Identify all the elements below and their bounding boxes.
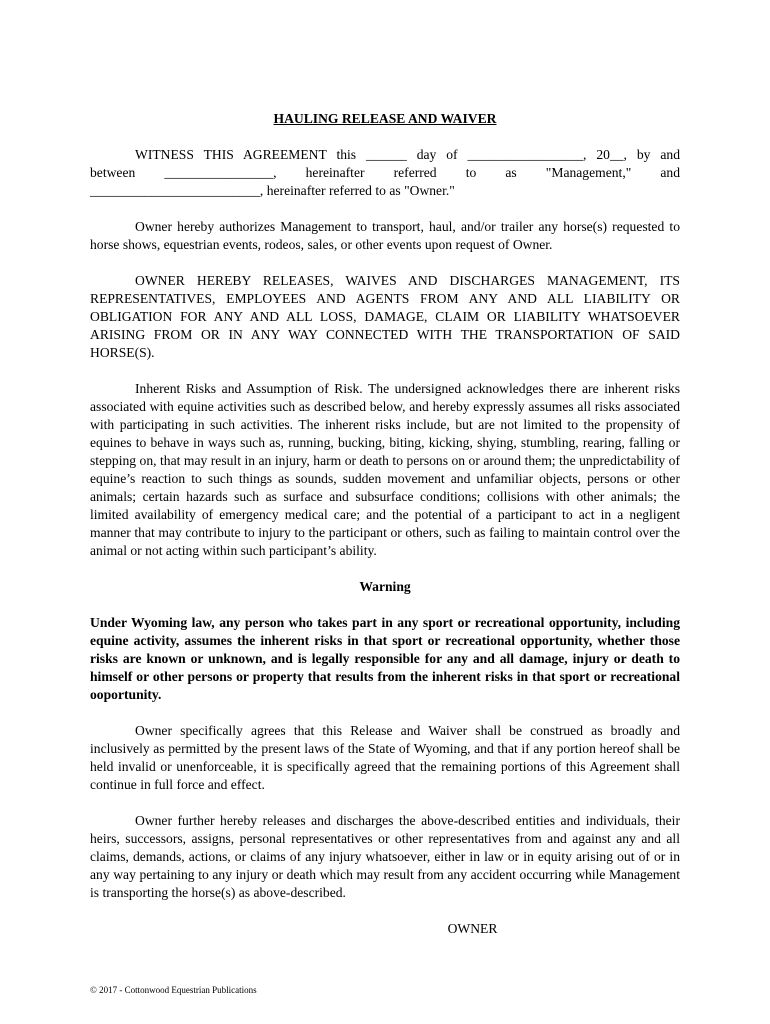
- witness-paragraph: [90, 146, 680, 164]
- authorization-paragraph: Owner hereby authorizes Management to transport, haul, and/or trailer any horse(s) requested to horse shows, equestrian events, rodeos, sales, or other events upon request of Owner.: [90, 219, 680, 252]
- warning-paragraph: Under Wyoming law, any person who takes part in any sport or recreational opportunity, including equine activity, assumes the inherent risks in that sport or recreational opportunity, whether those risks are known or unknown, and is legally responsible for any and all damage, injury or death to himself or other persons or property that results from the inherent risks in that sport or recreational ooportunity.: [90, 615, 680, 702]
- further-release-paragraph: Owner further hereby releases and discharges the above-described entities and individuals, their heirs, successors, assigns, personal representatives or other representatives from and against any and all claims, demands, actions, or claims of any injury whatsoever, either in law or in equity arising out of or in any way pertaining to any injury or death which may result from any accident occurring while Management is transporting the horse(s) as above-described.: [90, 813, 680, 900]
- witness-line-1: WITNESS THIS AGREEMENT this ______ day of _________________, 20__, by and: [135, 147, 680, 162]
- footer-copyright: © 2017 - Cottonwood Equestrian Publications: [90, 985, 257, 995]
- severability-paragraph: Owner specifically agrees that this Release and Waiver shall be construed as broadly and inclusively as permitted by the present laws of the State of Wyoming, and that if any portion hereof shall be held invalid or unenforceable, it is specifically agreed that the remaining portions of this Agreement shall continue in full force and effect.: [90, 723, 680, 792]
- witness-paragraph-line-3: [90, 182, 680, 200]
- owner-signature-label: OWNER: [447, 921, 498, 936]
- document-page: [90, 110, 680, 938]
- release-paragraph: OWNER HEREBY RELEASES, WAIVES AND DISCHARGES MANAGEMENT, ITS REPRESENTATIVES, EMPLOYEES AND AGENTS FROM ANY AND ALL LIABILITY OR OBLIGATION FOR ANY AND ALL LOSS, DAMAGE, CLAIM OR LIABILITY WHATSOEVER ARISING FROM OR IN ANY WAY CONNECTED WITH THE TRANSPORTATION OF SAID HORSE(S).: [90, 273, 680, 360]
- witness-line-3: _________________________, hereinafter referred to as "Owner.": [90, 183, 455, 198]
- warning-heading: Warning: [359, 579, 411, 594]
- document-title: HAULING RELEASE AND WAIVER: [273, 111, 497, 126]
- inherent-risks-paragraph: Inherent Risks and Assumption of Risk. The undersigned acknowledges there are inherent risks associated with equine activities such as described below, and hereby expressly assumes all risks associated with participating in such activities. The inherent risks include, but are not limited to the propensity of equines to behave in ways such as, running, bucking, biting, kicking, shying, stumbling, rearing, falling or stepping on, that may result in an injury, harm or death to persons on or around them; the unpredictability of equine’s reaction to such things as sounds, sudden movement and unfamiliar objects, persons or other animals; certain hazards such as surface and subsurface conditions; collisions with other animals; the limited availability of emergency medical care; and the potential of a participant to act in a negligent manner that may contribute to injury to the participant or others, such as failing to maintain control over the animal or not acting within such participant’s ability.: [90, 381, 680, 558]
- witness-paragraph-line-2: [90, 164, 680, 182]
- witness-line-2: between ________________, hereinafter referred to as "Management," and: [90, 165, 680, 180]
